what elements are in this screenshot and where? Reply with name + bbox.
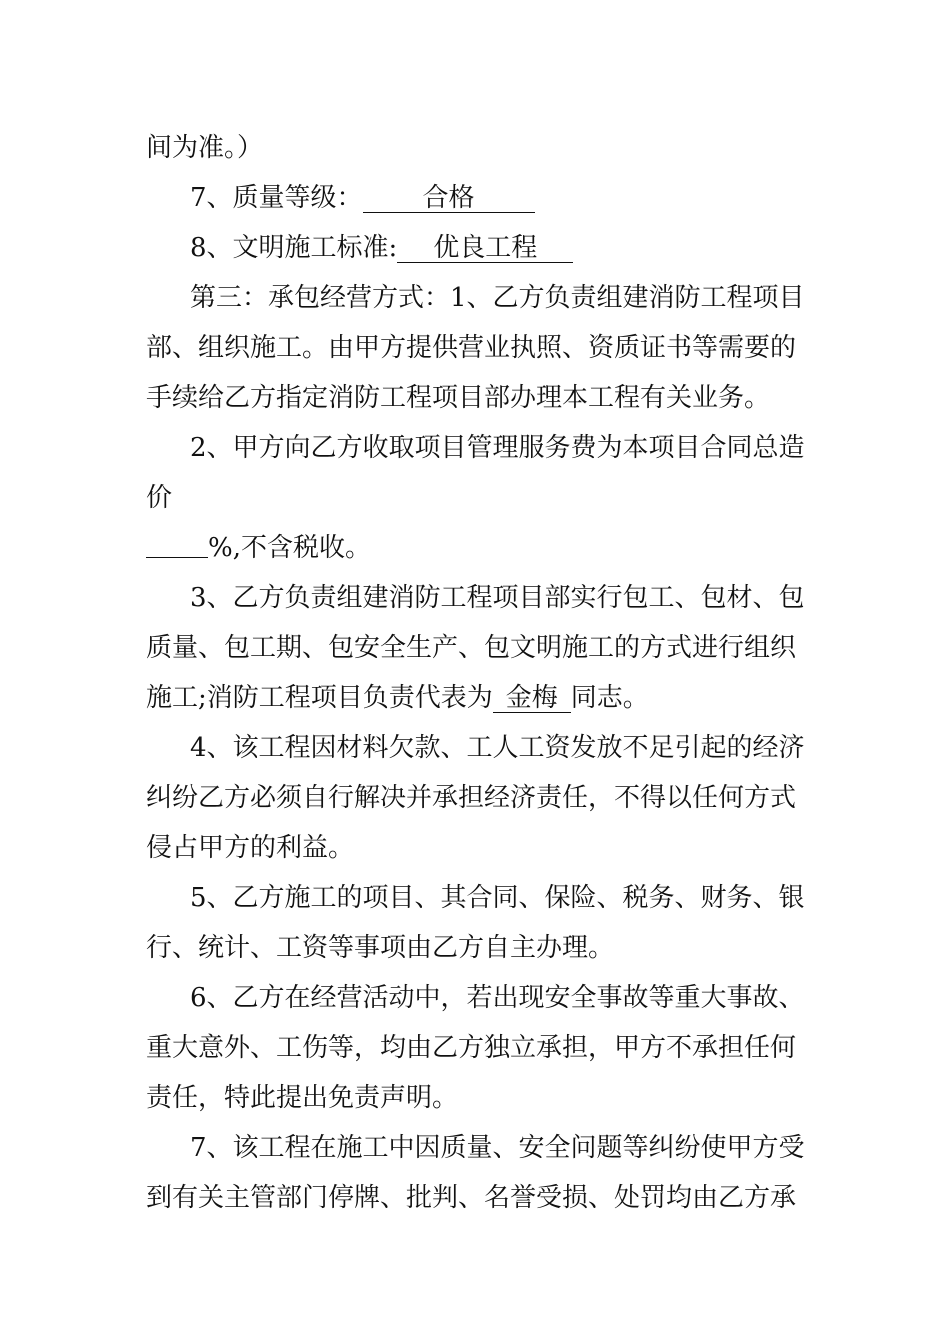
line-text: 价 — [146, 483, 173, 513]
fee-rate-line — [146, 533, 371, 563]
text-line — [146, 783, 796, 813]
line-text: 6、乙方在经营活动中，若出现安全事故等重大事故、 — [190, 983, 805, 1013]
representative-suffix: 同志。 — [570, 683, 649, 713]
text-line — [190, 283, 805, 313]
line-text: 第三：承包经营方式：1、乙方负责组建消防工程项目 — [190, 283, 805, 313]
fee-rate-suffix: %,不含税收。 — [208, 533, 371, 563]
line-text: 侵占甲方的利益。 — [146, 833, 355, 863]
text-line — [190, 883, 805, 913]
quality-grade-label: 7、质量等级： — [190, 183, 363, 213]
text-line — [146, 333, 796, 363]
text-line — [190, 433, 805, 463]
line-text: 3、乙方负责组建消防工程项目部实行包工、包材、包 — [190, 583, 805, 613]
line-text: 纠纷乙方必须自行解决并承担经济责任，不得以任何方式 — [146, 783, 797, 813]
line-text: 4、该工程因材料欠款、工人工资发放不足引起的经济 — [190, 733, 805, 763]
text-line — [146, 483, 172, 513]
text-line — [146, 1183, 796, 1213]
line-text: 行、统计、工资等事项由乙方自主办理。 — [146, 933, 615, 963]
text-line — [190, 1133, 805, 1163]
line-text: 到有关主管部门停牌、批判、名誉受损、处罚均由乙方承 — [146, 1183, 797, 1213]
project-representative-line — [146, 683, 649, 713]
line-text: 部、组织施工。由甲方提供营业执照、资质证书等需要的 — [146, 333, 797, 363]
representative-prefix: 施工;消防工程项目负责代表为 — [146, 683, 493, 713]
text-line — [146, 633, 796, 663]
text-line — [146, 833, 354, 863]
text-line — [190, 983, 805, 1013]
text-line — [146, 383, 770, 413]
line-text: 责任，特此提出免责声明。 — [146, 1083, 459, 1113]
text-line — [146, 1033, 796, 1063]
civilized-standard-value: 优良工程 — [397, 234, 573, 263]
quality-grade-line — [190, 183, 535, 213]
line-text: 质量、包工期、包安全生产、包文明施工的方式进行组织 — [146, 633, 797, 663]
representative-name: 金梅 — [493, 684, 571, 713]
line-text: 2、甲方向乙方收取项目管理服务费为本项目合同总造 — [190, 433, 805, 463]
line-text: 手续给乙方指定消防工程项目部办理本工程有关业务。 — [146, 383, 771, 413]
line-text: 重大意外、工伤等，均由乙方独立承担，甲方不承担任何 — [146, 1033, 797, 1063]
text-line — [146, 1083, 458, 1113]
fee-rate-blank — [146, 533, 208, 558]
line-text: 7、该工程在施工中因质量、安全问题等纠纷使甲方受 — [190, 1133, 805, 1163]
civilized-standard-label: 8、文明施工标准: — [190, 233, 398, 263]
civilized-standard-line — [190, 233, 573, 263]
text-line — [146, 133, 263, 163]
line-text: 5、乙方施工的项目、其合同、保险、税务、财务、银 — [190, 883, 805, 913]
text-line — [190, 583, 805, 613]
quality-grade-value: 合格 — [363, 184, 535, 213]
text-line — [146, 933, 614, 963]
text-line — [190, 733, 805, 763]
line-text: 间为准。） — [146, 133, 264, 163]
